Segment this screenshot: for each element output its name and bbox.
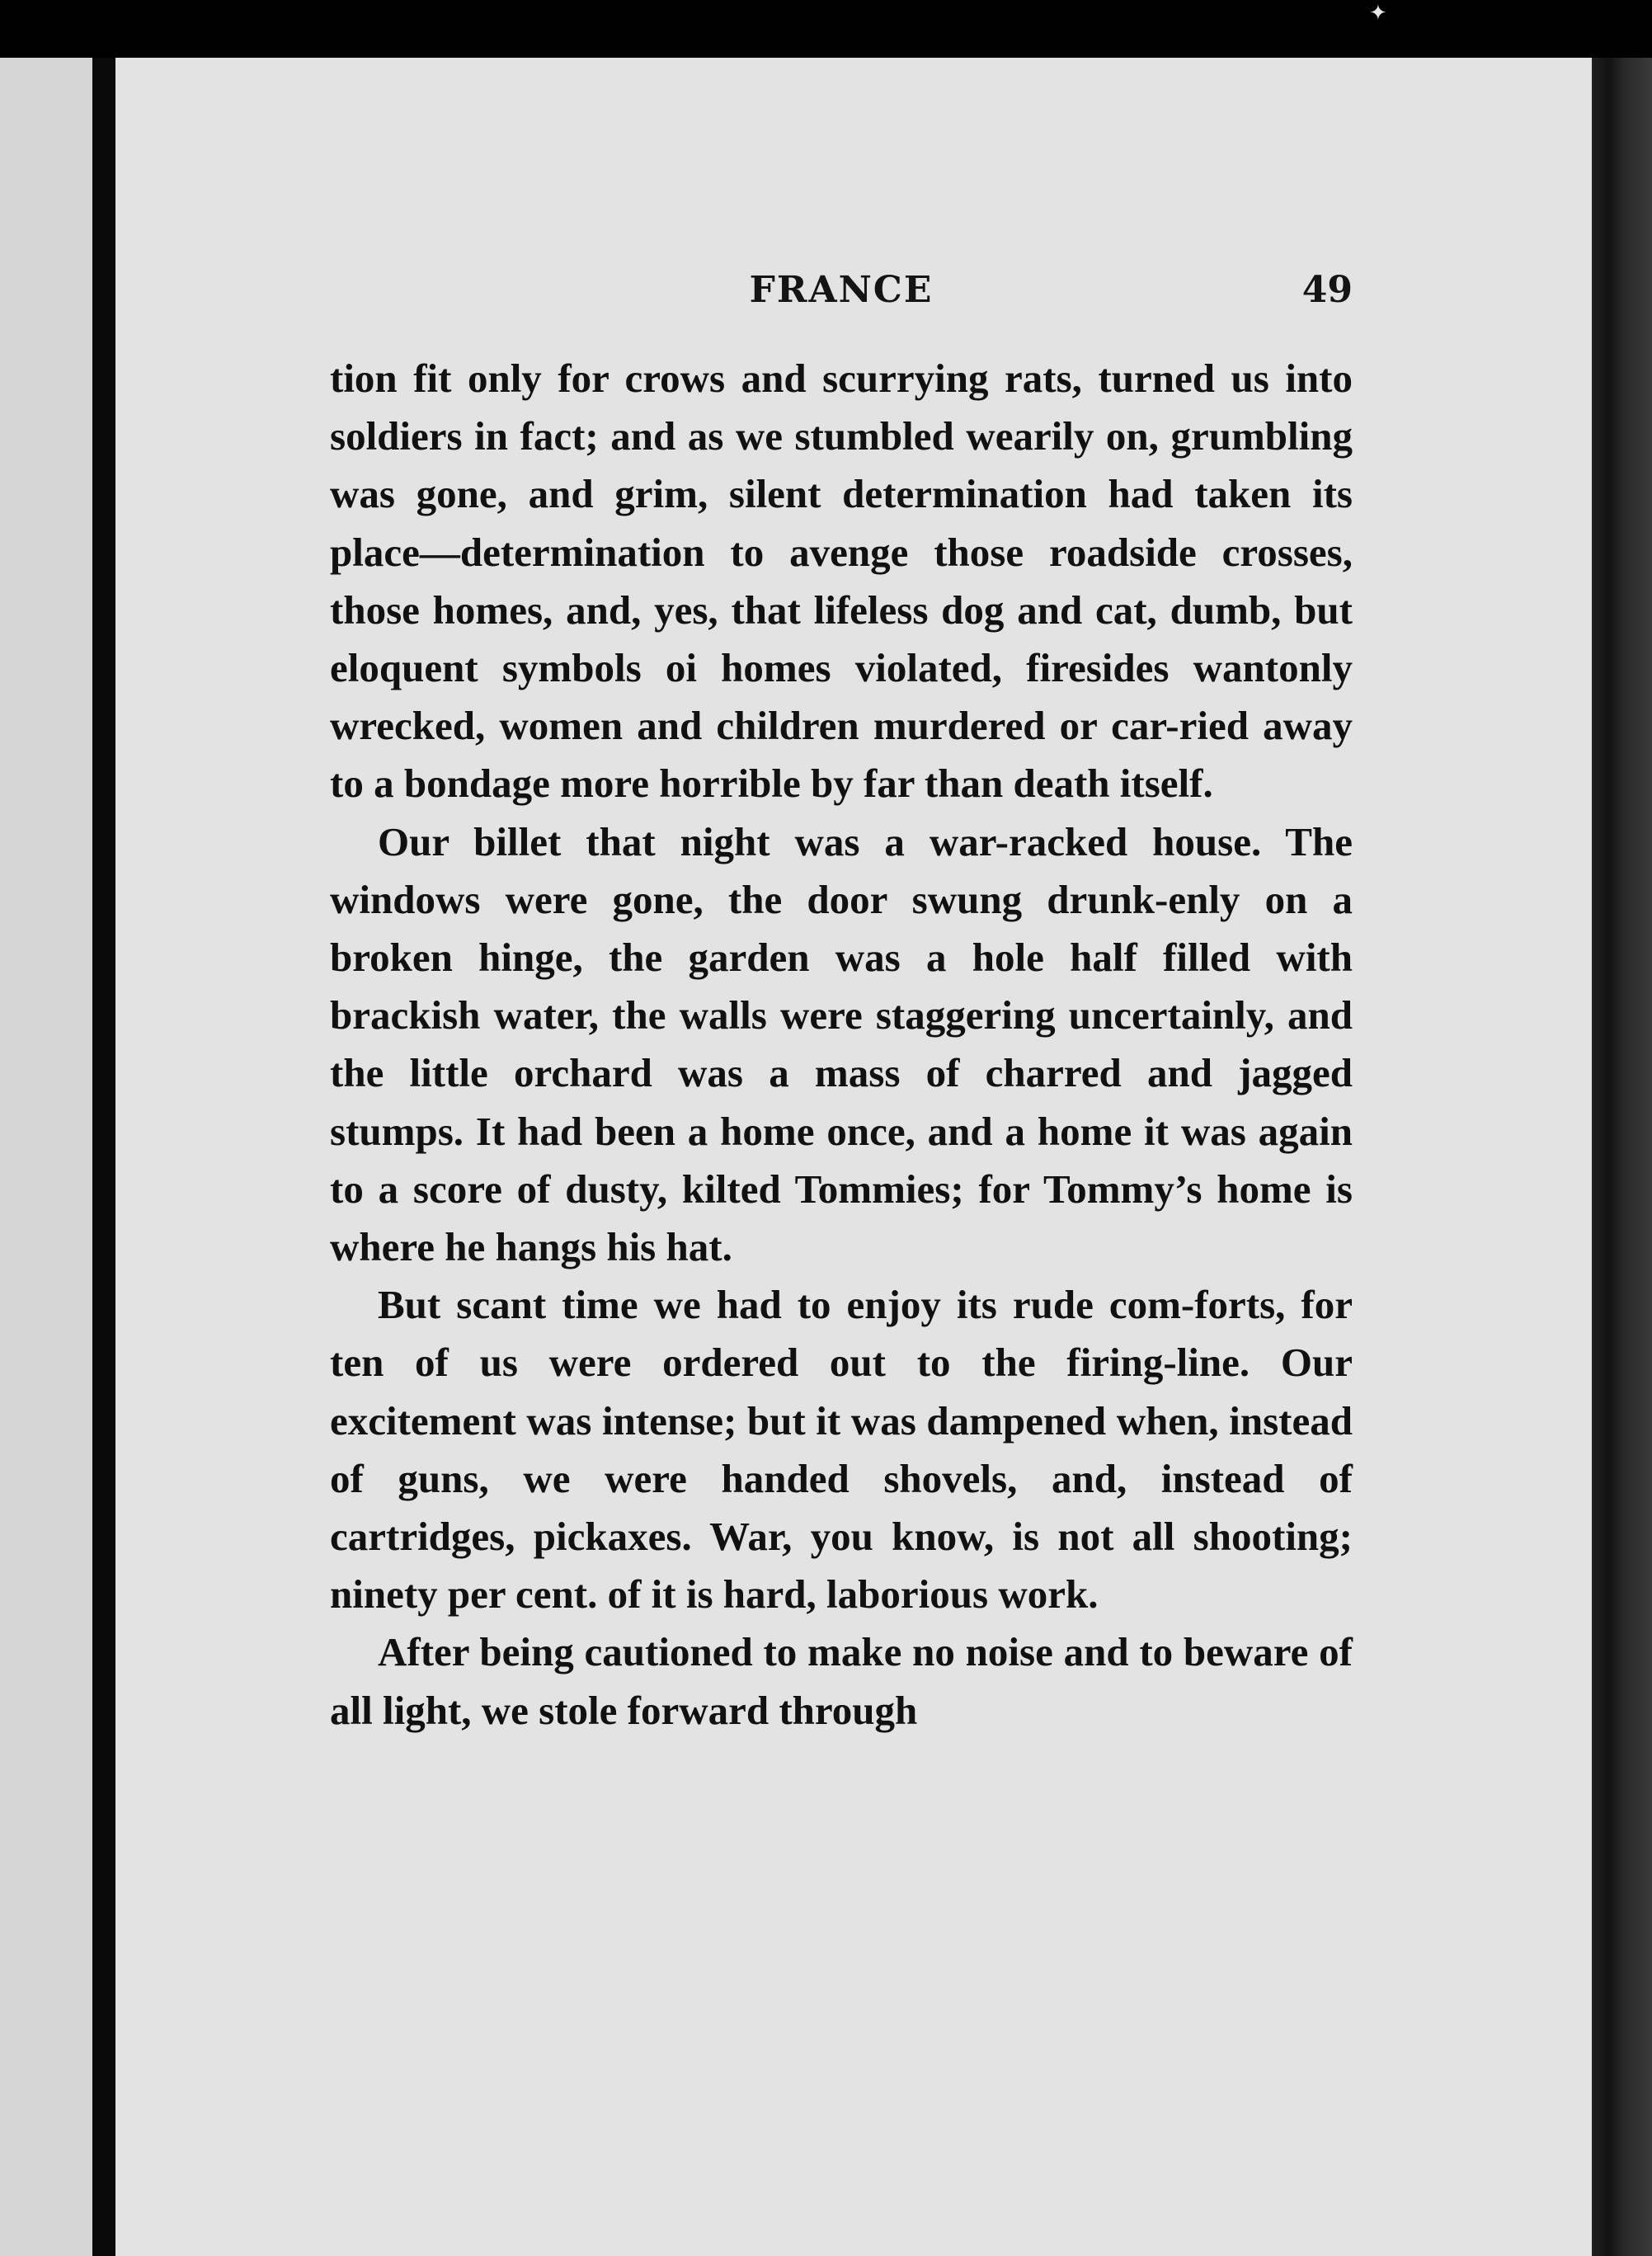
body-text [330,350,1353,1740]
facing-page-edge [0,58,92,2256]
page-number: 49 [1301,269,1353,311]
scan-right-border [1592,58,1652,2256]
paragraph-4: After being cautioned to make no noise and to beware of all light, we stole forward through [330,1629,1353,1733]
running-head [330,269,1353,322]
scan-artifact-icon: ✦ [1369,1,1387,26]
scan-top-border [0,0,1652,58]
paragraph-3: But scant time we had to enjoy its rude com-forts, for ten of us were ordered out to the firing-line. Our excitement was intense; but it was dampened when, instead of guns, we were handed shovels, and, instead of cartridges, pickaxes. War, you know, is not all shooting; ninety per cent. of it is hard, laborious work. [330,1282,1353,1618]
book-gutter [92,58,115,2256]
paragraph-1: tion fit only for crows and scurrying rats, turned us into soldiers in fact; and as we stumbled wearily on, grumbling was gone, and grim, silent determination had taken its place—determination to avenge those roadside crosses, those homes, and, yes, that lifeless dog and cat, dumb, but eloquent symbols oi homes violated, firesides wantonly wrecked, women and children murdered or car-ried away to a bondage more horrible by far than death itself. [330,356,1353,807]
running-title: FRANCE [749,269,934,311]
paragraph-2: Our billet that night was a war-racked house. The windows were gone, the door swung drunk-enly on a broken hinge, the garden was a hole half filled with brackish water, the walls were staggering uncertainly, and the little orchard was a mass of charred and jagged stumps. It had been a home once, and a home it was again to a score of dusty, kilted Tommies; for Tommy’s home is where he hangs his hat. [330,818,1353,1270]
